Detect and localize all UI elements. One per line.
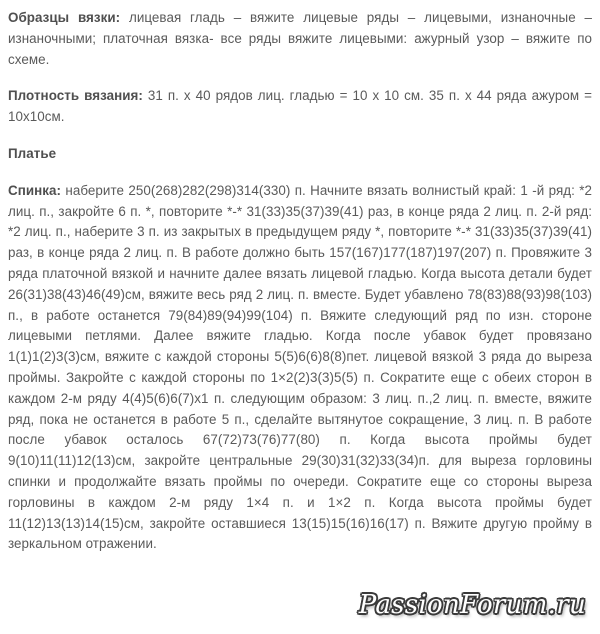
back-text: наберите 250(268)282(298)314(330) п. Начните вязать волнистый край: 1 -й ряд: *2 лиц. п., закройте 6 п. *, повторите *-* 31(33)35(37)39(41) раз, в конце ряда 2 лиц. п. 2-й ряд: *2 лиц. п., наберите 3 п. из закрытых в предыдущем ряду *, повторите *-* 31(33)35(37)39(41) раз, в конце ряда 2 лиц. п. В работе должно быть 157(167)177(187)197(207) п. Провяжите 3 ряда платочной вязкой и начните далее вязать лицевой гладью. Когда высота детали будет 26(31)38(43)46(49)см, вяжите весь ряд 2 лиц. п. вместе. Будет убавлено 78(83)88(93)98(103) п., в работе останется 79(84)89(94)99(104) п. Вяжите следующий ряд по изн. стороне лицевыми петлями. Далее вяжите гладью. Когда после убавок будет провязано 1(1)1(2)3(3)см, вяжите с каждой стороны 5(5)6(6)8(8)пет. лицевой вязкой 3 ряда до выреза проймы. Закройте с каждой стороны по 1×2(2)3(3)5(5) п. Сократите еще с обеих сторон в каждом 2-м ряду 4(4)5(6)6(7)х1 п. следующим образом: 3 лиц. п.,2 лиц. п. вместе, вяжите ряд, пока не останется в работе 5 п., сделайте вытянутое сокращение, 3 лиц. п. В работе после убавок осталось 67(72)73(76)77(80) п. Когда высота проймы будет 9(10)11(11)12(13)см, закройте центральные 29(30)31(32)33(34)п. для выреза горловины спинки и продолжайте вязать проймы по очереди. Сократите еще со стороны выреза горловины в каждом 2-м ряду 1×4 п. и 1×2 п. Когда высота проймы будет 11(12)13(13)14(15)см, закройте оставшиеся 13(15)15(16)16(17) п. Вяжите другую пройму в зеркальном отражении. <box>8 182 592 552</box>
samples-paragraph <box>8 8 592 70</box>
density-paragraph <box>8 86 592 128</box>
paragraph-gap <box>8 128 592 144</box>
paragraph-gap <box>8 165 592 181</box>
back-paragraph <box>8 181 592 555</box>
article-text <box>8 8 592 555</box>
density-label: Плотность вязания: <box>8 88 143 104</box>
samples-text: лицевая гладь – вяжите лицевые ряды – лицевыми, изнаночные – изнаночными; платочная вязка- все ряды вяжите лицевыми: ажурный узор – вяжите по схеме. <box>8 10 592 67</box>
back-label: Спинка: <box>8 182 62 198</box>
site-watermark: PassionForum.ru <box>358 590 586 620</box>
paragraph-gap <box>8 70 592 86</box>
section-title: Платье <box>8 145 57 161</box>
samples-label: Образцы вязки: <box>8 10 121 25</box>
density-text: 31 п. х 40 рядов лиц. гладью = 10 х 10 см. 35 п. х 44 ряда ажуром = 10х10см. <box>8 88 593 125</box>
